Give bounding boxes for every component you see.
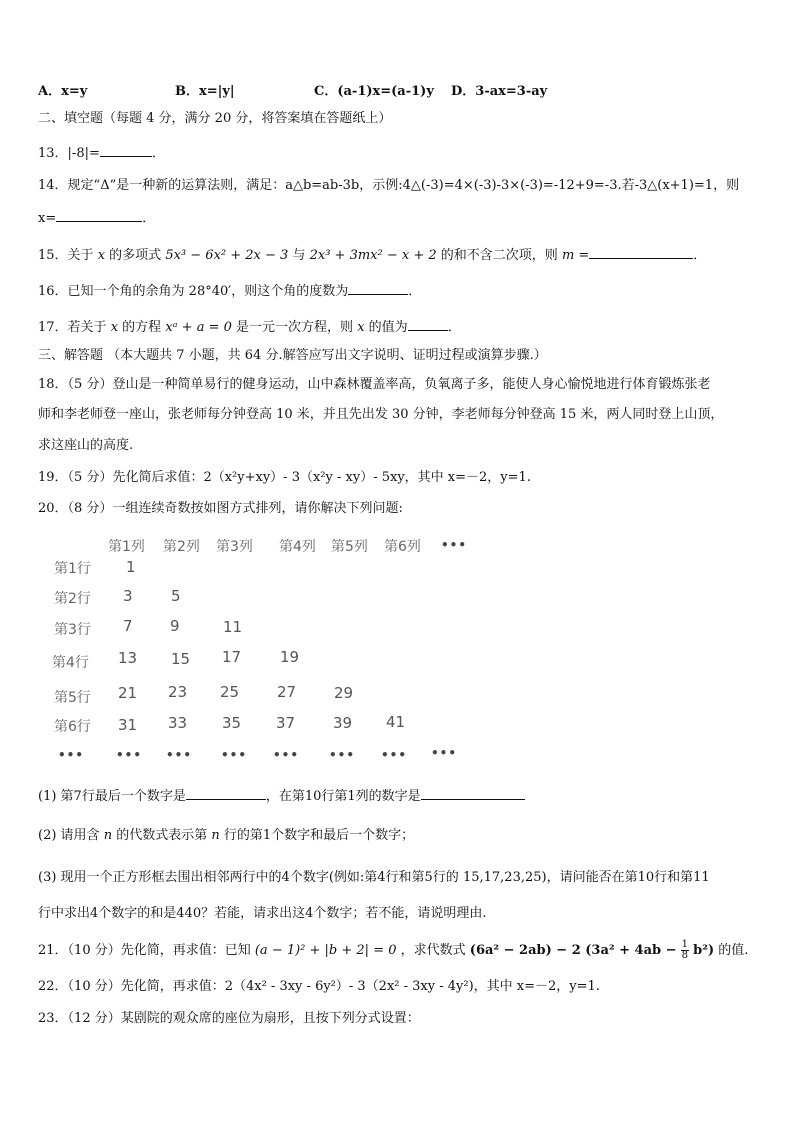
question-17 bbox=[38, 317, 764, 337]
cell-r4-c2: 15 bbox=[171, 650, 191, 668]
cell-r5-c5: 29 bbox=[334, 684, 354, 702]
q15-m: m = bbox=[561, 248, 590, 263]
col-header-ellipsis: ••• bbox=[441, 538, 468, 552]
ellipsis-2: ••• bbox=[116, 748, 143, 762]
cell-r6-c3: 35 bbox=[222, 714, 242, 732]
ellipsis-7: ••• bbox=[381, 748, 408, 762]
q14-answer-blank[interactable] bbox=[56, 208, 142, 222]
q20-p1-blank-1[interactable] bbox=[186, 786, 266, 800]
cell-r3-c2: 9 bbox=[170, 617, 180, 635]
q20-p1-mid: ，在第10行第1列的数字是 bbox=[265, 789, 421, 804]
option-d: D．3-ax=3-ay bbox=[451, 84, 548, 99]
q21-post: 的值. bbox=[718, 943, 749, 958]
q13-post: ． bbox=[151, 146, 165, 161]
q15-expr1: 5x³ − 6x² + 2x − 3 bbox=[165, 248, 289, 263]
q21-mid: ，求代数式 bbox=[400, 943, 466, 958]
section-fill-in-heading: 二、填空题（每题 4 分，满分 20 分，将答案填在答题纸上） bbox=[38, 111, 392, 126]
q15-post: ． bbox=[693, 248, 707, 263]
question-15 bbox=[38, 245, 764, 265]
question-20-part-2 bbox=[38, 827, 764, 845]
cell-r4-c3: 17 bbox=[222, 648, 242, 666]
option-c: C．(a-1)x=(a-1)y bbox=[314, 84, 434, 99]
cell-r3-c3: 11 bbox=[223, 618, 243, 636]
q14-post: ． bbox=[142, 211, 156, 226]
q15-pre: 15．关于 bbox=[38, 248, 94, 263]
q21-frac-numerator: 1 bbox=[681, 939, 689, 950]
ellipsis-8: ••• bbox=[431, 746, 458, 760]
q17-mid3: 的值为 bbox=[368, 320, 408, 335]
cell-r1-c1: 1 bbox=[126, 558, 136, 576]
q15-mid1: 的多项式 bbox=[109, 248, 162, 263]
q17-pre: 17．若关于 bbox=[38, 320, 107, 335]
q20-p2-var-n: n bbox=[103, 828, 113, 843]
q13-text: 13．|-8|= bbox=[38, 146, 100, 161]
ellipsis-6: ••• bbox=[329, 748, 356, 762]
q16-answer-blank[interactable] bbox=[348, 281, 408, 295]
row-label-1: 第1行 bbox=[54, 561, 91, 577]
question-20-title: 20．（8 分）一组连续奇数按如图方式排列，请你解决下列问题: bbox=[38, 501, 403, 516]
question-16 bbox=[38, 281, 764, 301]
q21-condition: (a − 1)² + |b + 2| = 0 bbox=[254, 943, 397, 958]
cell-r6-c4: 37 bbox=[276, 714, 296, 732]
q17-var-x2: x bbox=[357, 320, 365, 335]
q20-p2-post: 行的第1个数字和最后一个数字； bbox=[223, 828, 415, 843]
question-13 bbox=[38, 143, 764, 163]
row-label-5: 第5行 bbox=[54, 690, 91, 706]
cell-r5-c4: 27 bbox=[277, 683, 297, 701]
question-18-line-2: 师和李老师登一座山，张老师每分钟登高 10 米，并且先出发 30 分钟，李老师每分钟登高 15 米，两人同时登上山顶， bbox=[38, 407, 724, 422]
cell-r5-c1: 21 bbox=[118, 684, 138, 702]
question-22: 22．（10 分）先化简，再求值：2（4x² - 3xy - 6y²）- 3（2x² - 3xy - 4y²)，其中 x=－2，y=1. bbox=[38, 979, 600, 994]
q15-expr2: 2x³ + 3mx² − x + 2 bbox=[309, 248, 437, 263]
cell-r3-c1: 7 bbox=[123, 617, 133, 635]
ellipsis-1: ••• bbox=[58, 748, 85, 762]
odd-number-table bbox=[50, 534, 490, 764]
q15-mid2: 与 bbox=[292, 248, 306, 263]
q16-post: ． bbox=[408, 284, 422, 299]
q20-p2-pre: (2) 请用含 bbox=[38, 828, 100, 843]
q16-text: 16．已知一个角的余角为 28°40′，则这个角的度数为 bbox=[38, 284, 349, 299]
question-19: 19．（5 分）先化简后求值：2（x²y+xy）- 3（x²y - xy）- 5xy，其中 x=－2，y=1. bbox=[38, 470, 531, 485]
question-20-part-1 bbox=[38, 786, 764, 806]
q21-expr-a: (6a² − 2ab) − 2 (3a² + 4ab − bbox=[469, 943, 677, 958]
q20-p1-pre: (1) 第7行最后一个数字是 bbox=[38, 789, 186, 804]
cell-r6-c1: 31 bbox=[118, 716, 138, 734]
question-21 bbox=[38, 940, 764, 962]
question-14-line-1: 14．规定“Δ”是一种新的运算法则，满足：a△b=ab-3b，示例:4△(-3)=4×(-3)-3×(-3)=-12+9=-3.若-3△(x+1)=1，则 bbox=[38, 178, 740, 193]
cell-r5-c2: 23 bbox=[168, 683, 188, 701]
col-header-1: 第1列 bbox=[108, 539, 145, 555]
row-label-2: 第2行 bbox=[54, 591, 91, 607]
ellipsis-4: ••• bbox=[221, 748, 248, 762]
q21-pre: 21．（10 分）先化简，再求值：已知 bbox=[38, 943, 251, 958]
cell-r4-c1: 13 bbox=[118, 649, 138, 667]
question-23: 23．（12 分）某剧院的观众席的座位为扇形，且按下列分式设置： bbox=[38, 1011, 420, 1026]
col-header-5: 第5列 bbox=[331, 539, 368, 555]
q17-expr: xᵃ + a = 0 bbox=[165, 320, 232, 335]
cell-r6-c6: 41 bbox=[386, 713, 406, 731]
q15-answer-blank[interactable] bbox=[589, 245, 693, 259]
option-a: A．x=y bbox=[38, 84, 88, 99]
q17-answer-blank[interactable] bbox=[408, 317, 448, 331]
ellipsis-5: ••• bbox=[273, 748, 300, 762]
q21-expr-b: b²) bbox=[693, 943, 715, 958]
q15-var-x: x bbox=[97, 248, 106, 263]
cell-r6-c2: 33 bbox=[168, 714, 188, 732]
ellipsis-3: ••• bbox=[166, 748, 193, 762]
cell-r6-c5: 39 bbox=[333, 714, 353, 732]
row-label-3: 第3行 bbox=[54, 622, 91, 638]
choice-options bbox=[38, 83, 764, 101]
q17-post: ． bbox=[447, 320, 461, 335]
q20-p1-blank-2[interactable] bbox=[421, 786, 525, 800]
row-label-6: 第6行 bbox=[54, 719, 91, 735]
q17-var-x: x bbox=[110, 320, 119, 335]
question-18-line-1: 18．（5 分）登山是一种简单易行的健身运动，山中森林覆盖率高，负氧离子多，能使人身心愉悦地进行体育锻炼张老 bbox=[38, 377, 711, 392]
cell-r5-c3: 25 bbox=[220, 683, 240, 701]
col-header-2: 第2列 bbox=[163, 539, 200, 555]
col-header-3: 第3列 bbox=[216, 539, 253, 555]
row-label-4: 第4行 bbox=[52, 655, 89, 671]
cell-r4-c4: 19 bbox=[280, 648, 300, 666]
question-20-part-3-line-2: 行中求出4个数字的和是440？若能，请求出这4个数字；若不能，请说明理由. bbox=[38, 906, 487, 921]
col-header-4: 第4列 bbox=[279, 539, 316, 555]
q14-x-label: x= bbox=[38, 211, 57, 226]
question-14-line-2 bbox=[38, 208, 764, 228]
question-20-part-3-line-1: (3) 现用一个正方形框去围出相邻两行中的4个数字(例如:第4行和第5行的 15,17,23,25)，请问能否在第10行和第11 bbox=[38, 870, 710, 885]
q17-mid2: 是一元一次方程，则 bbox=[236, 320, 354, 335]
cell-r2-c2: 5 bbox=[171, 587, 181, 605]
section-answer-heading: 三、解答题 （本大题共 7 小题，共 64 分.解答应写出文字说明、证明过程或演算步骤.） bbox=[38, 348, 547, 363]
q21-fraction bbox=[681, 940, 689, 961]
q20-p2-mid: 的代数式表示第 bbox=[116, 828, 208, 843]
q17-mid1: 的方程 bbox=[122, 320, 162, 335]
col-header-6: 第6列 bbox=[384, 539, 421, 555]
cell-r2-c1: 3 bbox=[123, 587, 133, 605]
option-b: B．x=|y| bbox=[175, 84, 235, 99]
question-18-line-3: 求这座山的高度. bbox=[38, 438, 134, 453]
q15-mid3: 的和不含二次项，则 bbox=[440, 248, 558, 263]
q20-p2-var-n2: n bbox=[211, 828, 220, 843]
q13-answer-blank[interactable] bbox=[100, 143, 152, 157]
q21-frac-denominator: 8 bbox=[681, 950, 689, 961]
